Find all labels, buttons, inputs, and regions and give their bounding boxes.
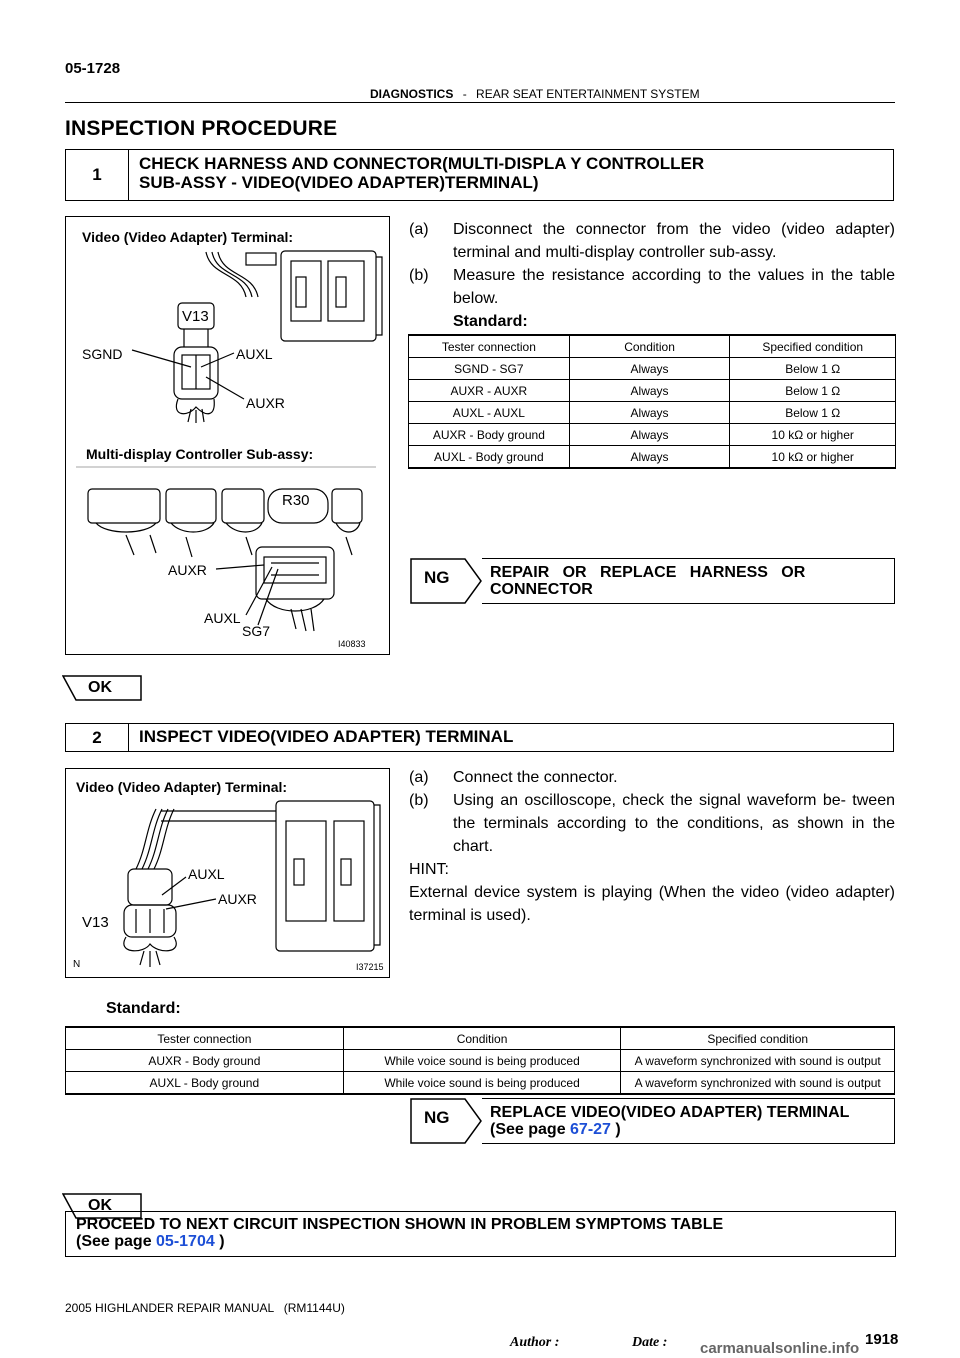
step-1-title-line1: CHECK HARNESS AND CONNECTOR(MULTI-DISPLA Y CONTROLLER [139,154,705,173]
table-row [409,402,896,424]
figure-1-id: I40833 [338,639,366,649]
manual-footer: 2005 HIGHLANDER REPAIR MANUAL (RM1144U) [65,1301,345,1315]
table-cell: While voice sound is being produced [343,1072,621,1095]
connector-v13-label: V13 [182,308,209,325]
see-page-prefix: (See page [76,1233,157,1250]
table-cell: While voice sound is being produced [343,1050,621,1072]
instruction-a [409,218,895,264]
figure-1 [65,216,390,655]
ng-action-2-line1: REPLACE VIDEO(VIDEO ADAPTER) TERMINAL [490,1104,850,1121]
table-cell: 10 kΩ or higher [730,424,896,446]
ng-action-1 [482,558,895,604]
step-1-number: 1 [66,150,129,200]
table-cell: Below 1 Ω [730,358,896,380]
instruction-a-2-text: Connect the connector. [453,769,618,786]
pin-auxl-label-2: AUXL [204,610,241,626]
ok-result-1 [62,675,142,701]
step-1-title-line2: SUB-ASSY - VIDEO(VIDEO ADAPTER)TERMINAL) [139,173,539,192]
table-header: Specified condition [621,1027,895,1050]
pin-auxl-label: AUXL [236,346,273,362]
table-cell: AUXL - Body ground [66,1072,344,1095]
final-proceed-box [65,1211,896,1257]
table-header: Condition [569,335,730,358]
ng-action-2-line2 [490,1121,886,1138]
spec-table-2 [65,1026,895,1095]
header-rule [65,102,895,103]
table-cell: Always [569,424,730,446]
table-header-row [409,335,896,358]
ok-label-1: OK [88,679,112,696]
pin-auxr-label: AUXR [246,395,285,411]
ng-label-1: NG [424,568,450,587]
page-link-05-1704[interactable]: 05-1704 [156,1233,215,1250]
instruction-a-label: (a) [409,221,429,238]
section-header [370,87,700,101]
section-separator: - [462,87,467,101]
section-sub: REAR SEAT ENTERTAINMENT SYSTEM [476,87,700,101]
step-2-header [65,723,894,752]
table-cell: AUXL - AUXL [409,402,570,424]
table-header: Tester connection [66,1027,344,1050]
final-line2 [76,1233,885,1250]
spec-table-1 [408,334,896,469]
table-cell: A waveform synchronized with sound is output [621,1050,895,1072]
figure-2-caption-top: Video (Video Adapter) Terminal: [76,779,288,795]
ng-arrow-1 [410,558,482,604]
table-header: Tester connection [409,335,570,358]
connector-diagram-2 [66,769,389,977]
table-cell: AUXL - Body ground [409,446,570,469]
step-1-title [129,150,893,200]
ng-action-1-line1: REPAIR OR REPLACE HARNESS OR [490,564,806,581]
page-code: 05-1728 [65,60,121,77]
ok-label-2: OK [88,1197,112,1214]
table-row [409,424,896,446]
connector-v13-label-2: V13 [82,914,109,931]
step-1-header [65,149,894,201]
instruction-b-label: (b) [409,267,429,284]
table-cell: Below 1 Ω [730,380,896,402]
table-row [409,446,896,469]
table-row [66,1050,895,1072]
author-label: Author : [510,1335,560,1350]
instruction-b-2 [409,789,895,858]
standard-label-1: Standard: [453,313,528,330]
instruction-b-2-text: Using an oscilloscope, check the signal waveform be- tween the terminals according to the conditions, as shown in the chart. [453,792,895,855]
figure-1-caption-bottom: Multi-display Controller Sub-assy: [86,446,314,462]
instruction-a-2 [409,766,895,789]
ng-action-2 [482,1098,895,1144]
connector-r30-label: R30 [282,492,310,509]
figure-2-corner-mark: N [73,959,81,970]
ng-label-2: NG [424,1108,450,1127]
watermark: carmanualsonline.info [700,1340,860,1357]
table-cell: Always [569,380,730,402]
table-cell: SGND - SG7 [409,358,570,380]
connector-diagram-1 [66,217,389,654]
table-cell: AUXR - Body ground [409,424,570,446]
step-1-instructions [409,218,895,333]
step-2-title: INSPECT VIDEO(VIDEO ADAPTER) TERMINAL [139,727,514,746]
page-title: INSPECTION PROCEDURE [65,117,338,140]
table-cell: Always [569,446,730,469]
step-2-instructions [409,766,895,927]
table-cell: Always [569,402,730,424]
ng-action-1-line2: CONNECTOR [490,581,593,598]
instruction-a-2-label: (a) [409,769,429,786]
pin-auxr-label-3: AUXR [218,891,257,907]
figure-1-caption-top: Video (Video Adapter) Terminal: [82,229,294,245]
page-link-67-27[interactable]: 67-27 [570,1121,611,1138]
table-row [409,380,896,402]
date-label: Date : [632,1335,668,1350]
table-cell: 10 kΩ or higher [730,446,896,469]
table-cell: AUXR - Body ground [66,1050,344,1072]
instruction-b-2-label: (b) [409,792,429,809]
see-page-suffix: ) [214,1233,225,1250]
table-cell: Always [569,358,730,380]
final-line1: PROCEED TO NEXT CIRCUIT INSPECTION SHOWN IN PROBLEM SYMPTOMS TABLE [76,1216,724,1233]
step-2-number: 2 [66,724,129,751]
section-main: DIAGNOSTICS [370,87,454,101]
hint-text: External device system is playing (When the video (video adapter) terminal is used). [409,884,895,924]
table-header: Condition [343,1027,621,1050]
pin-auxl-label-3: AUXL [188,866,225,882]
page-number: 1918 [865,1331,899,1348]
ng-arrow-2 [410,1098,482,1144]
instruction-b-text: Measure the resistance according to the values in the table below. [453,267,895,307]
table-header-row [66,1027,895,1050]
standard-label-2: Standard: [106,1000,181,1017]
pin-auxr-label-2: AUXR [168,562,207,578]
see-page-prefix: (See page [490,1121,571,1138]
table-header: Specified condition [730,335,896,358]
table-cell: A waveform synchronized with sound is output [621,1072,895,1095]
table-cell: Below 1 Ω [730,402,896,424]
hint-label: HINT: [409,861,449,878]
table-cell: AUXR - AUXR [409,380,570,402]
table-row [409,358,896,380]
table-row [66,1072,895,1095]
ng-result-1 [410,558,895,604]
figure-2-id: I37215 [356,962,384,972]
ng-result-2 [410,1098,895,1144]
instruction-b [409,264,895,310]
pin-sg7-label: SG7 [242,623,271,639]
instruction-a-text: Disconnect the connector from the video (video adapter) terminal and multi-display controller sub-assy. [453,221,895,261]
see-page-suffix: ) [610,1121,621,1138]
pin-sgnd-label: SGND [82,346,123,362]
figure-2 [65,768,390,978]
